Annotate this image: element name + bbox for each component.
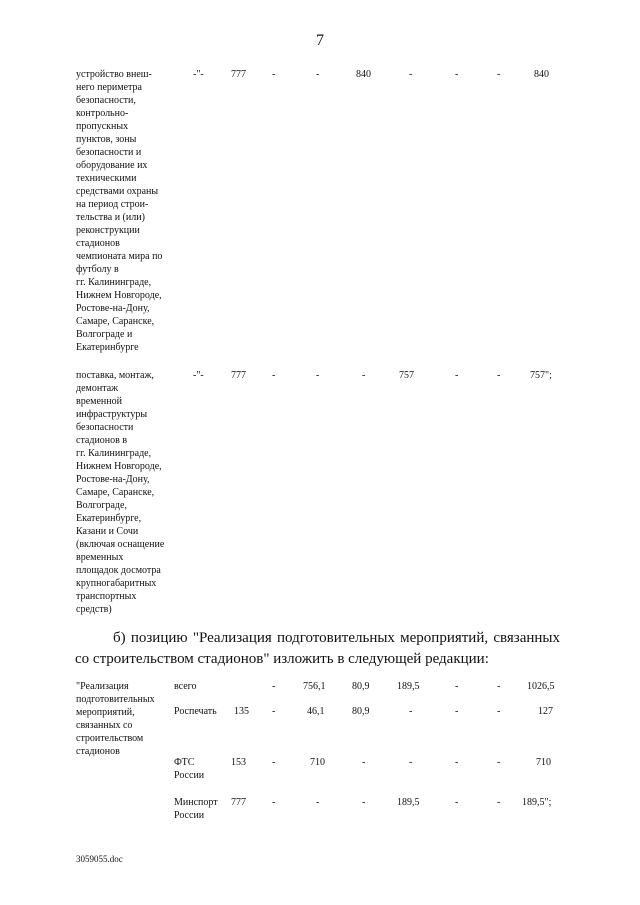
agency-cell: Роспечать [174,706,217,717]
value-cell: - [455,681,459,692]
value-cell: - [497,681,501,692]
ditto-mark: -"- [193,69,204,80]
value-cell: - [455,757,459,768]
code-cell: 777 [231,370,246,381]
value-cell: - [455,797,459,808]
agency-cell: Минспорт России [174,797,218,821]
value-cell: - [362,370,366,381]
total-cell: 840 [534,69,549,80]
section-heading [75,628,560,670]
value-cell: - [362,757,366,768]
value-cell: - [272,681,276,692]
total-cell: 757"; [530,370,552,381]
ditto-mark: -"- [193,370,204,381]
value-cell: - [455,69,459,80]
total-cell: 127 [538,706,553,717]
agency-cell: всего [174,681,197,692]
heading-line: б) позицию "Реализация подготовительных мероприятий, связанных [113,630,560,646]
value-cell: - [272,370,276,381]
value-cell: 840 [356,69,371,80]
code-cell: 777 [231,797,246,808]
value-cell: - [497,370,501,381]
value-cell: 80,9 [352,681,370,692]
value-cell: 189,5 [397,797,420,808]
value-cell: - [316,69,320,80]
value-cell: 80,9 [352,706,370,717]
code-cell: 153 [231,757,246,768]
value-cell: - [497,706,501,717]
value-cell: - [272,706,276,717]
row-label: поставка, монтаж, демонтаж временной инфраструктуры безопасности стадионов в гг. Калининграде, Нижнем Новгороде, Ростове-на-Дону, Самаре, Саранске, Волгограде, Екатеринбурге, Казани и Сочи (включая оснащение временных площадок досмотра крупногабаритных транспортных средств) [76,370,165,615]
value-cell: 757 [399,370,414,381]
agency-cell: ФТС России [174,757,205,781]
position-label: "Реализация подготовительных мероприятий, связанных со строительством стадионов [76,681,155,757]
row-label: устройство внеш- него периметра безопасности, контрольно- пропускных пунктов, зоны безопасности и оборудование их техническими средствами охраны на период строи- тельства и (или) реконструкции стадионов чемпионата мира по футболу в гг. Калининграде, Нижнем Новгороде, Ростове-на-Дону, Самаре, Саранске, Волгограде и Екатеринбурге [76,69,163,353]
total-cell: 710 [536,757,551,768]
value-cell: - [316,797,320,808]
total-cell: 1026,5 [527,681,555,692]
value-cell: - [362,797,366,808]
code-cell: 135 [234,706,249,717]
value-cell: 46,1 [307,706,325,717]
heading-line: со строительством стадионов" изложить в следующей редакции: [75,651,489,667]
value-cell: - [409,69,413,80]
value-cell: - [316,370,320,381]
value-cell: - [272,797,276,808]
value-cell: 710 [310,757,325,768]
value-cell: - [272,757,276,768]
code-cell: 777 [231,69,246,80]
value-cell: - [497,69,501,80]
value-cell: - [409,757,413,768]
page-number: 7 [316,32,324,49]
file-name-footer: 3059055.doc [76,854,123,864]
value-cell: - [455,370,459,381]
value-cell: - [409,706,413,717]
value-cell: - [272,69,276,80]
value-cell: - [497,757,501,768]
value-cell: 756,1 [303,681,326,692]
value-cell: - [455,706,459,717]
value-cell: 189,5 [397,681,420,692]
value-cell: - [497,797,501,808]
total-cell: 189,5"; [522,797,552,808]
